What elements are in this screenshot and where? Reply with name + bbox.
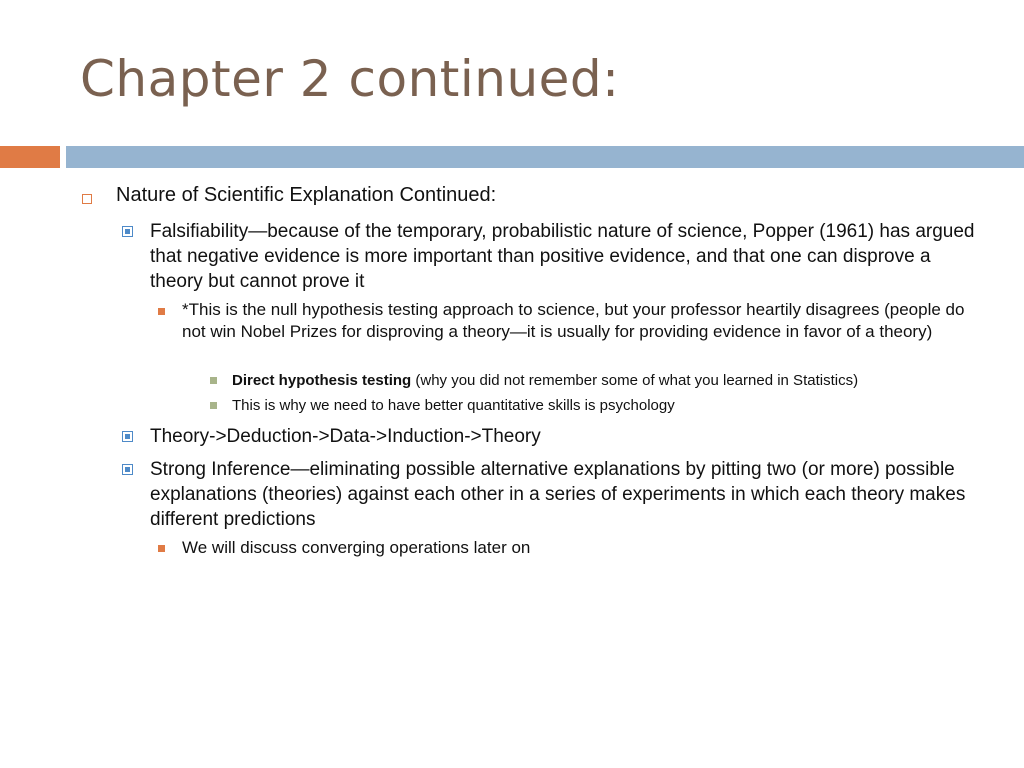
- header-band-orange: [0, 146, 60, 168]
- bullet-icon: [210, 377, 217, 384]
- bullet-icon: [158, 308, 165, 315]
- bullet-level3-converging: We will discuss converging operations later on: [182, 538, 531, 557]
- slide-title: Chapter 2 continued:: [80, 50, 620, 108]
- direct-testing-bold: Direct hypothesis testing: [232, 372, 412, 389]
- bullet-icon: [82, 194, 92, 204]
- bullet-level2-falsifiability: Falsifiability—because of the temporary, probabilistic nature of science, Popper (1961) has argued that negative evidence is more important than positive evidence, and that one can disprove a theory but cannot prove it: [150, 221, 975, 292]
- direct-testing-rest: (why you did not remember some of what you learned in Statistics): [411, 372, 859, 389]
- bullet-level4-direct-testing: [232, 371, 992, 390]
- bullet-level2-strong-inference: Strong Inference—eliminating possible alternative explanations by pitting two (or more) possible explanations (theories) against each other in a series of experiments in which each theory makes different predictions: [150, 459, 966, 530]
- bullet-level2-theory-chain: Theory->Deduction->Data->Induction->Theory: [150, 426, 541, 447]
- bullet-icon: [122, 464, 133, 475]
- bullet-level1-nature: Nature of Scientific Explanation Continued:: [116, 184, 497, 206]
- bullet-level3-null-hypothesis: *This is the null hypothesis testing approach to science, but your professor heartily disagrees (people do not win Nobel Prizes for disproving a theory—it is usually for providing evidence in favor of a theory): [182, 300, 965, 341]
- bullet-icon: [158, 545, 165, 552]
- bullet-icon: [210, 402, 217, 409]
- bullet-icon: [122, 431, 133, 442]
- bullet-level4-quantitative: This is why we need to have better quantitative skills is psychology: [232, 397, 675, 414]
- header-band-blue: [66, 146, 1024, 168]
- bullet-icon: [122, 226, 133, 237]
